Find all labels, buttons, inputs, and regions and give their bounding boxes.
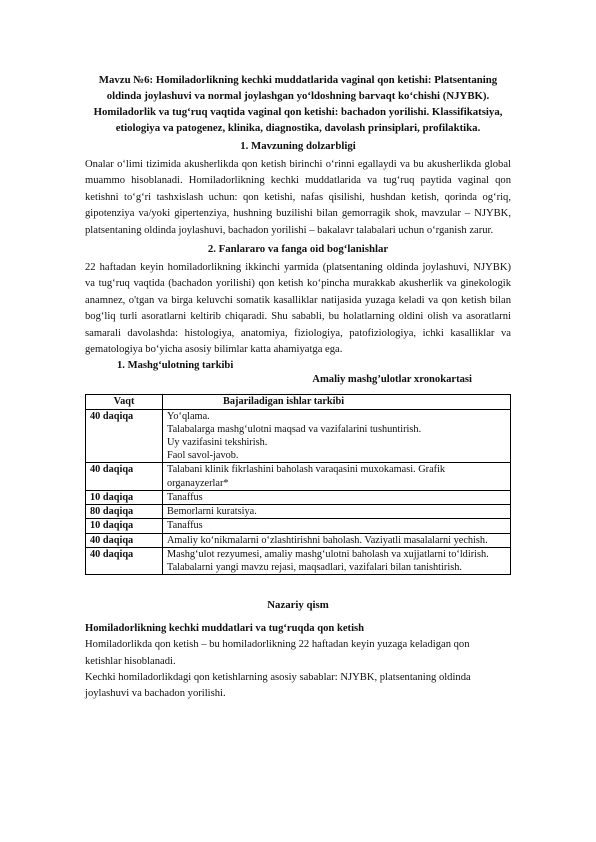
- table-row: [86, 490, 511, 504]
- title-line: Mavzu №6: Homiladorlikning kechki muddatlarida vaginal qon ketishi: Platsentaning: [98, 74, 498, 86]
- theory-line: Homiladorlikda qon ketish – bu homiladorlikning 22 haftadan keyin yuzaga keladigan qon: [85, 639, 470, 651]
- table-row: [86, 463, 511, 490]
- content-line: Tanaffus: [167, 491, 203, 503]
- table-row: [86, 519, 511, 533]
- schedule-table: [85, 394, 511, 575]
- time-cell: 10 daqiqa: [86, 519, 163, 533]
- content-cell: [163, 463, 511, 490]
- content-line: Faol savol-javob.: [167, 450, 239, 462]
- content-line: Yo‘qlama.: [167, 410, 210, 422]
- theory-line: ketishlar hisoblanadi.: [85, 655, 176, 667]
- title-line: Homiladorlik va tug‘ruq vaqtida vaginal qon ketishi: bachadon yorilishi. Klassifikatsiya,: [93, 106, 503, 118]
- title-line: oldinda joylashuvi va normal joylashgan yo‘ldoshning barvaqt ko‘chishi (NJYBK).: [106, 90, 490, 102]
- table-row: [86, 547, 511, 574]
- content-cell: [163, 490, 511, 504]
- theory-heading: Nazariy qism: [267, 599, 329, 612]
- content-cell: [163, 505, 511, 519]
- section-text-relevance: Onalar o‘limi tizimida akusherlikda qon ketish birinchi o‘rinni egallaydi va bu akusherlikda global muammo hisoblanadi. Homiladorlikning kechki muddatlarida va tug‘ruq paytida vaginal qon ketishni to‘g‘ri tashxislash uchun: qon ketishi, nafas qisilishi, hushdan ketish, qorinda og‘riq, gipotenziya va/yoki gipertenziya, hushning buzilishi bilan gemorragik shok, mavzular – NJYBK, platsentaning oldinda joylashuvi, bachadon yorilishi – bakalavr talabalari uchun o‘rganish zarur.: [85, 159, 511, 236]
- table-header-row: [86, 395, 511, 409]
- theory-line: Kechki homiladorlikdagi qon ketishlarning asosiy sabablar: NJYBK, platsentaning oldinda: [85, 671, 471, 683]
- theory-subheading: Homiladorlikning kechki muddatlari va tug‘ruqda qon ketish: [85, 623, 365, 635]
- document-page: [85, 72, 511, 703]
- content-line: Bemorlarni kuratsiya.: [167, 506, 257, 518]
- column-header-content: Bajariladigan ishlar tarkibi: [163, 395, 511, 409]
- content-line: Talabalarga mashg‘ulotni maqsad va vazifalarini tushuntirish.: [167, 423, 422, 435]
- time-cell: 40 daqiqa: [86, 409, 163, 463]
- content-line: Amaliy ko‘nikmalarni o‘zlashtirishni baholash. Vaziyatli masalalarni yechish.: [167, 534, 488, 546]
- content-line: Uy vazifasini tekshirish.: [167, 437, 268, 449]
- table-caption: Amaliy mashg’ulotlar xronokartasi: [312, 374, 472, 386]
- content-cell: [163, 409, 511, 463]
- content-cell: [163, 547, 511, 574]
- table-row: [86, 533, 511, 547]
- content-line: Tanaffus: [167, 520, 203, 532]
- column-header-time: Vaqt: [86, 395, 163, 409]
- time-cell: 10 daqiqa: [86, 490, 163, 504]
- content-line: Talabalarni yangi mavzu rejasi, maqsadlari, vazifalari bilan tanishtirish.: [167, 561, 462, 573]
- time-cell: 80 daqiqa: [86, 505, 163, 519]
- time-cell: 40 daqiqa: [86, 547, 163, 574]
- section-heading-interdisciplinary: 2. Fanlararo va fanga oid bog‘lanishlar: [207, 243, 389, 256]
- content-cell: [163, 533, 511, 547]
- content-line: organayzerlar*: [167, 477, 229, 489]
- section-heading-relevance: 1. Mavzuning dolzarbligi: [240, 140, 356, 152]
- content-line: Mashg‘ulot rezyumesi, amaliy mashg‘ulotni baholash va xujjatlarni to‘ldirish.: [167, 548, 489, 560]
- time-cell: 40 daqiqa: [86, 463, 163, 490]
- table-row: [86, 505, 511, 519]
- title-line: etiologiya va patogenez, klinika, diagnostika, davolash prinsiplari, profilaktika.: [115, 122, 481, 134]
- section-text-interdisciplinary: 22 haftadan keyin homiladorlikning ikkinchi yarmida (platsentaning oldinda joylashuvi, NJYBK) va tug‘ruq vaqtida (bachadon yorilishi) qon ketish ko‘pincha murakkab akusherlik va ginekologik anamnez, o'tgan va birga keluvchi somatik kasalliklar natijasida yuzaga keladi va qon ketish bilan bog‘liq turli asoratlarni keltirib chiqaradi. Shu sababli, bu holatlarning oldini olish va asoratlarni samarali davolashda: histologiya, anatomiya, fiziologiya, patofiziologiya, ichki kasalliklar va gematologiya bo‘yicha asosiy bilimlar katta ahamiyatga ega.: [85, 262, 511, 356]
- content-line: Talabani klinik fikrlashini baholash varaqasini muxokamasi. Grafik: [167, 464, 446, 476]
- spacer: [85, 575, 511, 595]
- time-cell: 40 daqiqa: [86, 533, 163, 547]
- theory-line: joylashuvi va bachadon yorilishi.: [85, 688, 226, 700]
- content-cell: [163, 519, 511, 533]
- list-heading: 1. Mashg‘ulotning tarkibi: [117, 360, 234, 372]
- table-row: [86, 409, 511, 463]
- document-title: [85, 72, 511, 136]
